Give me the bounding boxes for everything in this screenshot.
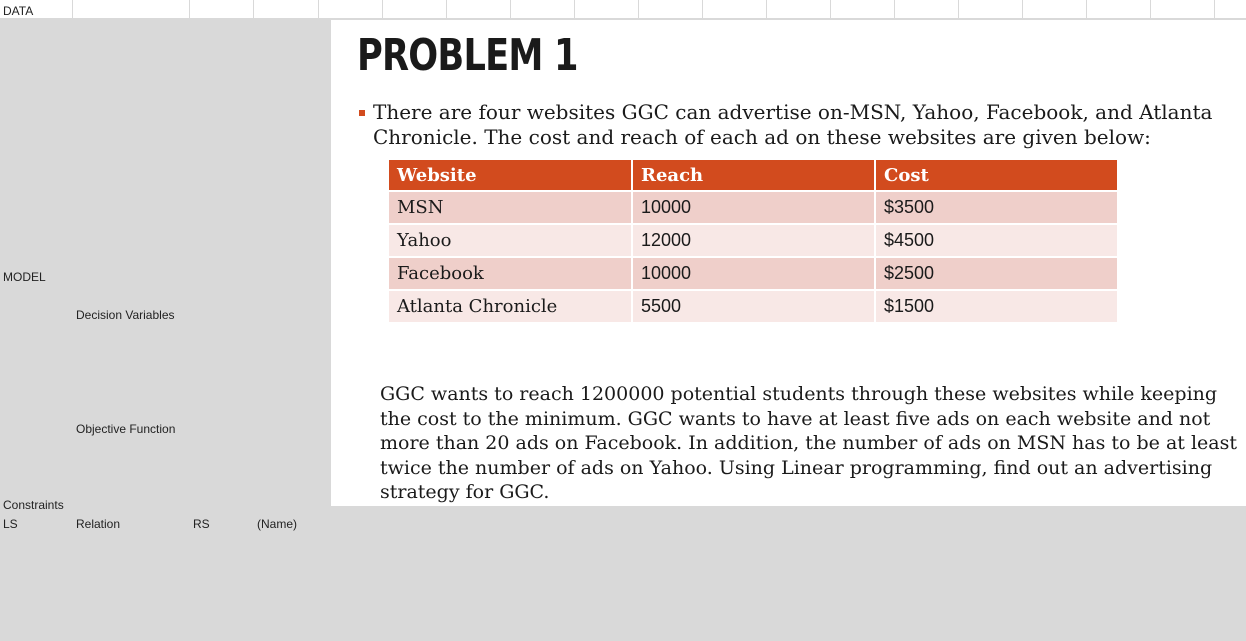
cost-cell: $3500 — [875, 191, 1117, 224]
website-cell: Atlanta Chronicle — [389, 290, 632, 322]
row-line — [0, 531, 1246, 532]
cell-decision-variables[interactable]: Decision Variables — [76, 308, 175, 322]
row-line — [0, 588, 1246, 589]
table-row — [389, 257, 1117, 290]
cell-rs[interactable]: RS — [193, 517, 210, 531]
website-cell: MSN — [389, 191, 632, 224]
table-header-row — [389, 160, 1117, 191]
cell-model-label[interactable]: MODEL — [3, 270, 46, 284]
row-line — [0, 607, 1246, 608]
reach-cell: 12000 — [632, 224, 875, 257]
header-cost: Cost — [875, 160, 1117, 191]
cost-cell: $4500 — [875, 224, 1117, 257]
row-line — [0, 626, 1246, 627]
reach-cell: 10000 — [632, 257, 875, 290]
cell-data-label[interactable]: DATA — [3, 4, 34, 18]
cell-ls[interactable]: LS — [3, 517, 18, 531]
cost-cell: $1500 — [875, 290, 1117, 322]
reach-cell: 10000 — [632, 191, 875, 224]
problem-statement: GGC wants to reach 1200000 potential students through these websites while keeping the cost to the minimum. GGC wants to have at least five ads on each website and not more than 20 ads on Facebook. In addition, the number of ads on MSN has to be at least twice the number of ads on Yahoo. Using Linear programming, find out an advertising strategy for GGC. — [380, 383, 1237, 503]
header-reach: Reach — [632, 160, 875, 191]
table-row — [389, 224, 1117, 257]
row-line — [0, 18, 1246, 19]
website-cell: Yahoo — [389, 224, 632, 257]
cell-relation[interactable]: Relation — [76, 517, 121, 531]
bullet-square-icon — [359, 110, 365, 116]
embedded-slide-picture[interactable] — [331, 20, 1246, 506]
cell-name[interactable]: (Name) — [257, 517, 298, 531]
slide-bullet-text: There are four websites GGC can advertise on-MSN, Yahoo, Facebook, and Atlanta Chronicle. The cost and reach of each ad on these websites are given below: — [373, 100, 1213, 149]
header-website: Website — [389, 160, 632, 191]
cost-cell: $2500 — [875, 257, 1117, 290]
website-ads-table — [389, 160, 1117, 322]
row-line — [0, 569, 1246, 570]
reach-cell: 5500 — [632, 290, 875, 322]
slide-title: PROBLEM 1 — [357, 30, 578, 81]
row-line — [0, 512, 1246, 513]
table-row — [389, 290, 1117, 322]
row-line — [0, 550, 1246, 551]
table-row — [389, 191, 1117, 224]
website-cell: Facebook — [389, 257, 632, 290]
cell-objective-function[interactable]: Objective Function — [76, 422, 176, 436]
cell-constraints[interactable]: Constraints — [3, 498, 64, 512]
